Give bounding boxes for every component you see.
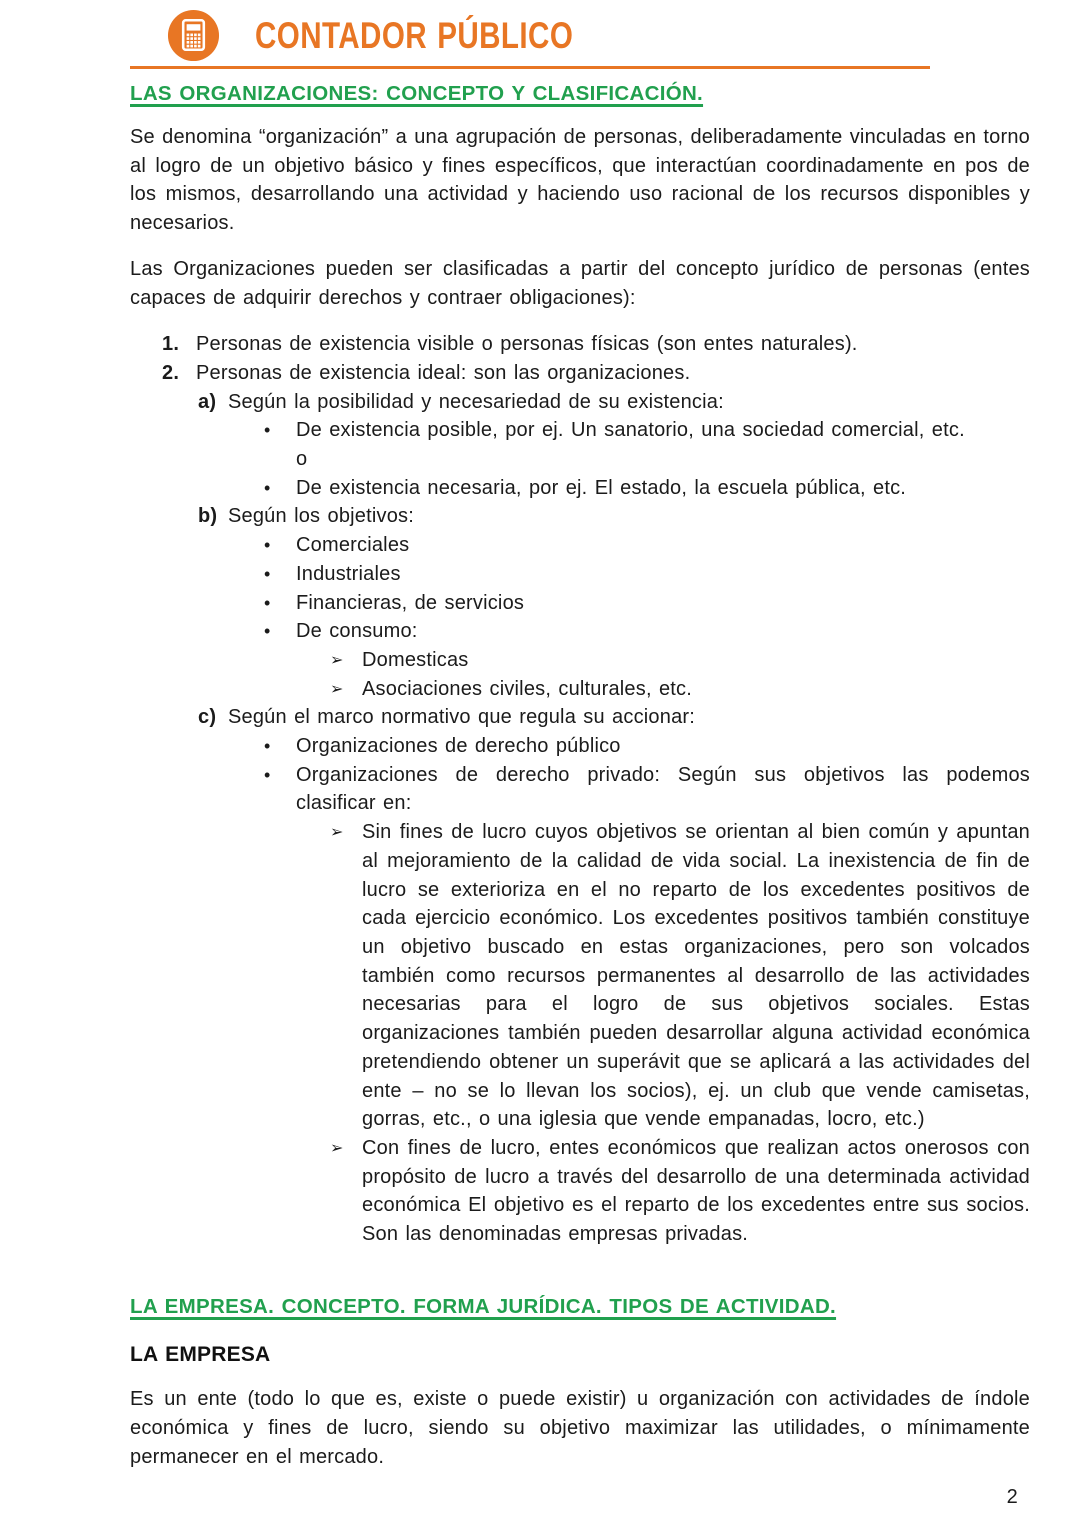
brand-title: CONTADOR PÚBLICO (255, 14, 574, 56)
bullet-icon: • (264, 420, 271, 441)
list-item-line: De existencia posible, por ej. Un sanatorio, una sociedad comercial, etc. (296, 419, 965, 442)
list-item (130, 646, 1030, 675)
arrow-bullet-icon: ➢ (330, 678, 344, 698)
list-item (130, 761, 1030, 818)
bullet-icon: • (264, 563, 271, 584)
section2-paragraph-1: Es un ente (todo lo que es, existe o puede existir) u organización con actividades de índole económica y fines de lucro, siendo su objetivo maximizar las utilidades, o mínimamente permanecer en el mercado. (130, 1388, 1030, 1468)
bullet-icon: • (264, 592, 271, 613)
list-item (130, 388, 1030, 417)
list-item (130, 675, 1030, 704)
section1-title: LAS ORGANIZACIONES: CONCEPTO Y CLASIFICACIÓN. (130, 82, 704, 105)
list-item-text: Personas de existencia ideal: son las organizaciones. (196, 361, 691, 384)
list-item-text: De consumo: (296, 620, 418, 643)
bullet-icon: • (264, 535, 271, 556)
list-item (130, 474, 1030, 503)
list-item (130, 617, 1030, 646)
page-number: 2 (1006, 1486, 1018, 1509)
list-item-text: Organizaciones de derecho privado: Según sus objetivos las podemos clasificar en: (296, 763, 1030, 815)
list-marker: 1. (162, 333, 180, 356)
list-item-text (296, 416, 1030, 473)
calculator-icon (166, 8, 221, 63)
list-item-text: Industriales (296, 562, 401, 585)
list-marker: 2. (162, 361, 180, 384)
section2-title: LA EMPRESA. CONCEPTO. FORMA JURÍDICA. TIPOS DE ACTIVIDAD. (130, 1294, 837, 1318)
brand-row (130, 6, 1030, 64)
arrow-bullet-icon: ➢ (330, 1137, 344, 1157)
list-item (130, 359, 1030, 388)
section1-paragraph-1: Se denomina “organización” a una agrupación de personas, deliberadamente vinculadas en torno al logro de un objetivo básico y fines específicos, que interactúan coordinadamente en pos de los mismos, desarrollando una actividad y haciendo uso racional de los recursos disponibles y necesarios. (130, 126, 1030, 235)
list-item (130, 1134, 1030, 1249)
list-item (130, 818, 1030, 1134)
list-item-text: Personas de existencia visible o personas físicas (son entes naturales). (196, 333, 858, 356)
list-item-text: Con fines de lucro, entes económicos que realizan actos onerosos con propósito de lucro a través del desarrollo de una determinada actividad económica El objetivo es el reparto de los excedentes entre sus socios. Son las denominadas empresas privadas. (362, 1136, 1030, 1246)
list-item-text: De existencia necesaria, por ej. El estado, la escuela pública, etc. (296, 476, 907, 499)
list-item (130, 416, 1030, 473)
list-item-text: Comerciales (296, 534, 410, 557)
list-item (130, 531, 1030, 560)
list-item (130, 560, 1030, 589)
list-item-line: o (296, 448, 308, 471)
list-item-text: Financieras, de servicios (296, 591, 525, 614)
list-marker: a) (198, 390, 217, 413)
list-marker: c) (198, 706, 217, 729)
list-item (130, 502, 1030, 531)
header-divider (130, 66, 930, 69)
list-item (130, 330, 1030, 359)
bullet-icon: • (264, 764, 271, 785)
list-item (130, 732, 1030, 761)
list-item-text: Sin fines de lucro cuyos objetivos se orientan al bien común y apuntan al mejoramiento de la calidad de vida social. La inexistencia de fin de lucro se exterioriza en el no reparto de los excedentes positivos de cada ejercicio económico. Los excedentes positivos también constituye un objetivo buscado en estas organizaciones, pero son volcados también como recursos permanentes al desarrollo de las actividades necesarias para el logro de sus objetivos sociales. Estas organizaciones también pueden desarrollar alguna actividad económica pretendiendo obtener un superávit que se aplicará a las actividades del ente – no se lo llevan los socios), ej. un club que vende camisetas, gorras, etc., o una iglesia que vende empanadas, locro, etc.) (362, 821, 1030, 1131)
list-item-text: Según el marco normativo que regula su accionar: (228, 706, 696, 729)
list-item (130, 703, 1030, 732)
list-marker: b) (198, 505, 218, 528)
document-body (130, 80, 1030, 1472)
section1-paragraph-2: Las Organizaciones pueden ser clasificadas a partir del concepto jurídico de personas (entes capaces de adquirir derechos y contraer obligaciones): (130, 257, 1030, 309)
bullet-icon: • (264, 736, 271, 757)
bullet-icon: • (264, 621, 271, 642)
list-item-text: Asociaciones civiles, culturales, etc. (362, 677, 693, 700)
bullet-icon: • (264, 477, 271, 498)
list-item-text: Según la posibilidad y necesariedad de su existencia: (228, 390, 724, 413)
section2-subtitle: LA EMPRESA (130, 1342, 271, 1366)
list-item-text: Según los objetivos: (228, 505, 415, 528)
page-header (130, 6, 1030, 69)
list-item (130, 589, 1030, 618)
list-item-text: Organizaciones de derecho público (296, 735, 621, 758)
classification-outline (130, 330, 1030, 1249)
arrow-bullet-icon: ➢ (330, 822, 344, 842)
arrow-bullet-icon: ➢ (330, 649, 344, 669)
list-item-text: Domesticas (362, 648, 469, 671)
